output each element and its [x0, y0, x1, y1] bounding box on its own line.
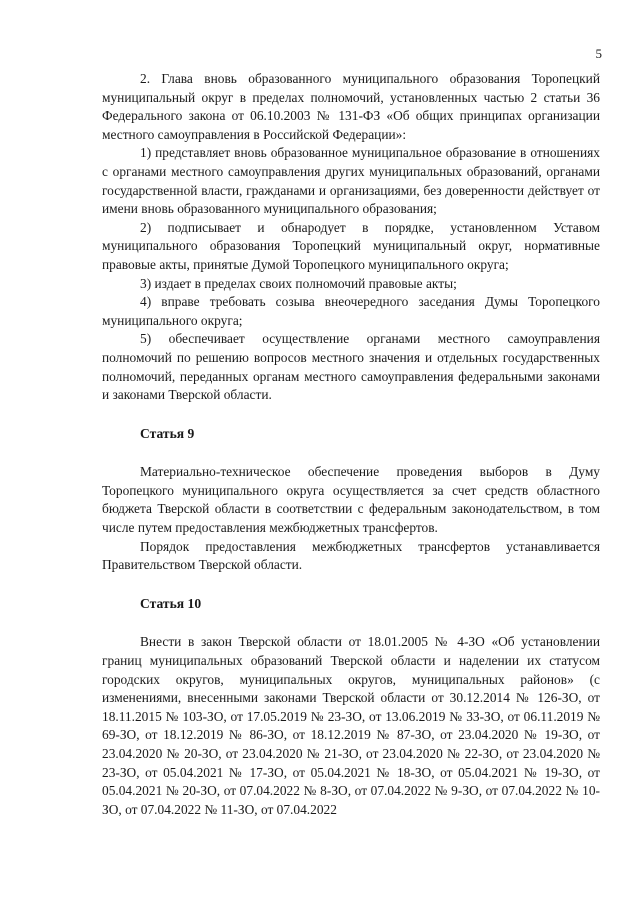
article-9: [102, 425, 600, 575]
article-heading: Статья 10: [140, 595, 202, 611]
paragraph: 1) представляет вновь образованное муниципальное образование в отношениях с органами местного самоуправления других муниципальных образований, органами государственной власти, гражданами и организациями, без доверенности действует от имени вновь образованного муниципального образования;: [102, 145, 600, 217]
section-glava-powers: [102, 70, 600, 405]
page-number: 5: [595, 46, 602, 61]
paragraph: 5) обеспечивает осуществление органами местного самоуправления полномочий по решению вопросов местного значения и отдельных государственных полномочий, переданных органам местного самоуправления федеральными законами и законами Тверской области.: [102, 331, 600, 403]
paragraph: 4) вправе требовать созыва внеочередного заседания Думы Торопецкого муниципального округа;: [102, 294, 600, 328]
paragraph: 2) подписывает и обнародует в порядке, установленном Уставом муниципального образования Торопецкий муниципальный округ, нормативные правовые акты, принятые Думой Торопецкого муниципального округа;: [102, 219, 600, 272]
paragraph: 2. Глава вновь образованного муниципального образования Торопецкий муниципальный округ в пределах полномочий, установленных частью 2 статьи 36 Федерального закона от 06.10.2003 № 131-ФЗ «Об общих принципах организации местного самоуправления в Российской Федерации»:: [102, 71, 600, 142]
paragraph: 3) издает в пределах своих полномочий правовые акты;: [140, 275, 457, 291]
article-10: [102, 595, 600, 820]
article-heading: Статья 9: [140, 425, 195, 441]
document-body: [102, 70, 600, 819]
paragraph: Материально-техническое обеспечение проведения выборов в Думу Торопецкого муниципального округа осуществляется за счет средств областного бюджета Тверской области в соответствии с федеральным законодательством, в том числе путем предоставления межбюджетных трансфертов.: [102, 464, 600, 536]
paragraph: Внести в закон Тверской области от 18.01.2005 № 4-ЗО «Об установлении границ муниципальных образований Тверской области и наделении их статусом городских округов, муниципальных округов, муниципальных районов» (с изменениями, внесенными законами Тверской области от 30.12.2014 № 126-ЗО, от 18.11.2015 № 103-ЗО, от 17.05.2019 № 23-ЗО, от 13.06.2019 № 33-ЗО, от 06.11.2019 № 69-ЗО, от 18.12.2019 № 86-ЗО, от 18.12.2019 № 87-ЗО, от 23.04.2020 № 19-ЗО, от 23.04.2020 № 20-ЗО, от 23.04.2020 № 21-ЗО, от 23.04.2020 № 22-ЗО, от 23.04.2020 № 23-ЗО, от 05.04.2021 № 17-ЗО, от 05.04.2021 № 18-ЗО, от 05.04.2021 № 19-ЗО, от 05.04.2021 № 20-ЗО, от 07.04.2022 № 8-ЗО, от 07.04.2022 № 9-ЗО, от 07.04.2022 № 10-ЗО, от 07.04.2022 № 11-ЗО, от 07.04.2022: [102, 634, 600, 817]
paragraph: Порядок предоставления межбюджетных трансфертов устанавливается Правительством Тверской области.: [102, 538, 600, 573]
